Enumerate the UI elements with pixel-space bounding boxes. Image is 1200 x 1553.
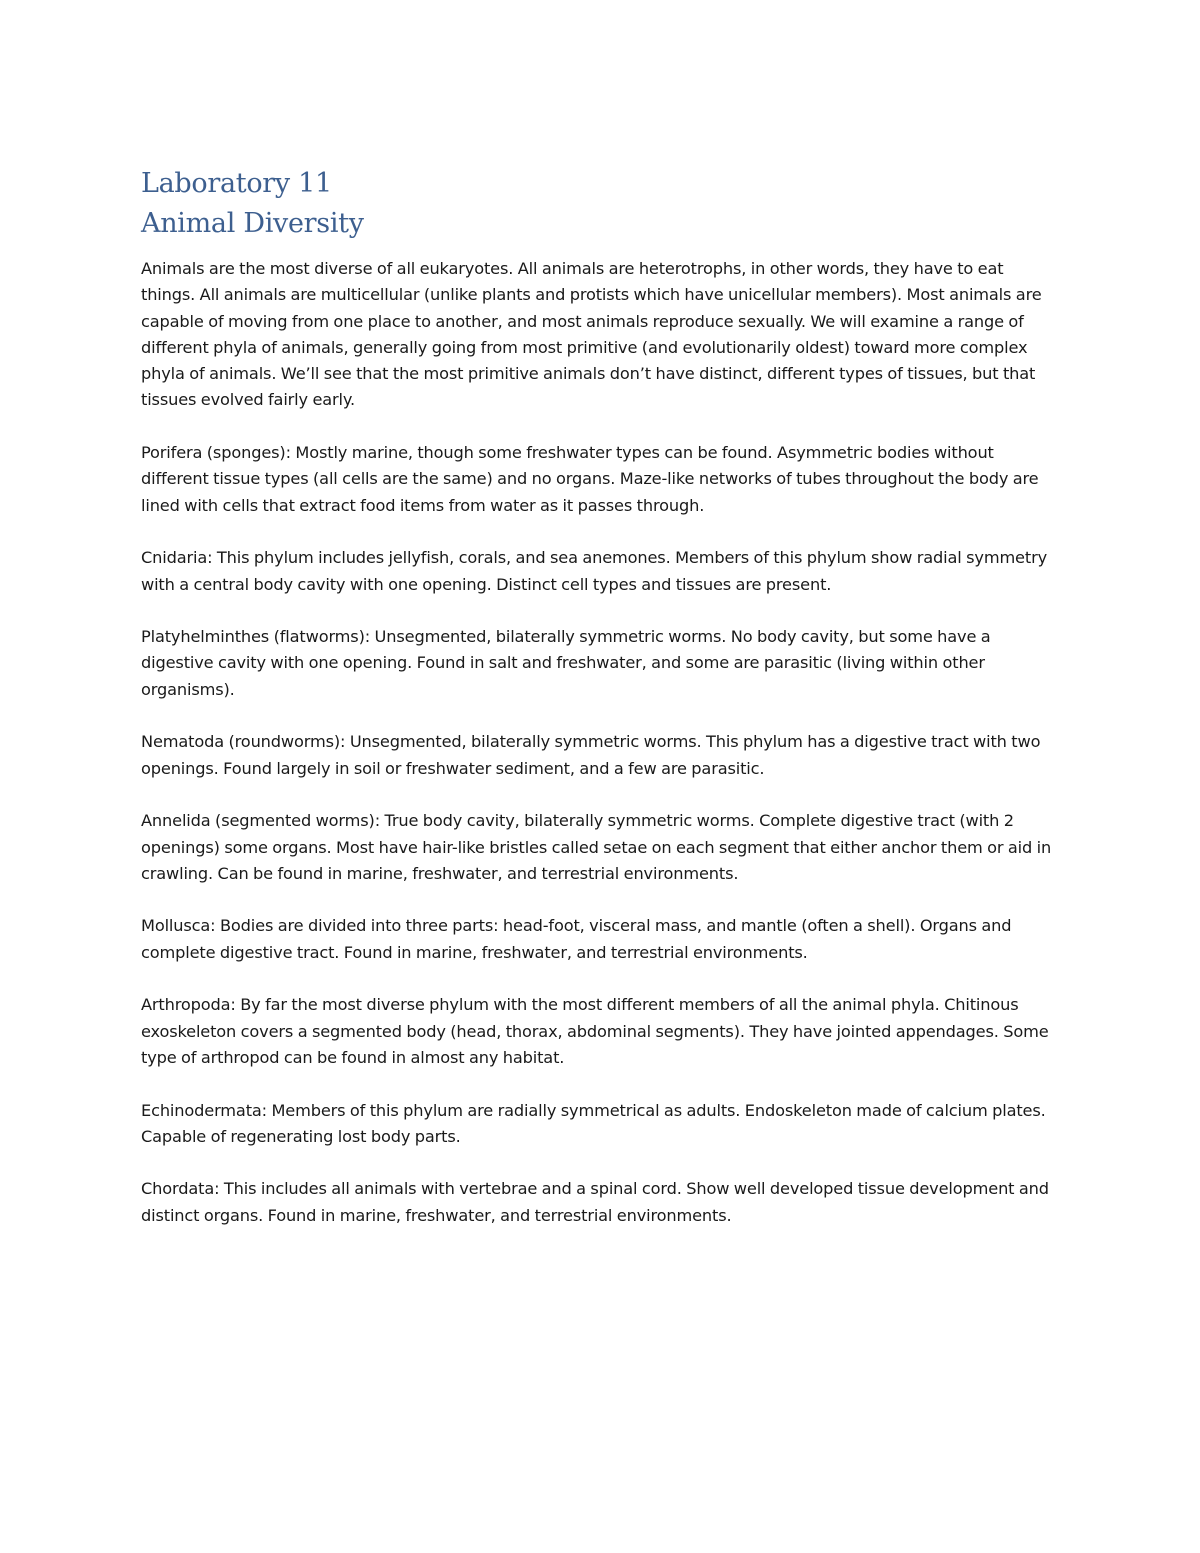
chordata-paragraph: Chordata: This includes all animals with vertebrae and a spinal cord. Show well developed tissue development and distinct organs. Found in marine, freshwater, and terrestrial environments. bbox=[141, 1179, 1049, 1225]
cnidaria-paragraph: Cnidaria: This phylum includes jellyfish, corals, and sea anemones. Members of this phylum show radial symmetry with a central body cavity with one opening. Distinct cell types and tissues are present. bbox=[141, 548, 1047, 594]
annelida-paragraph: Annelida (segmented worms): True body cavity, bilaterally symmetric worms. Complete digestive tract (with 2 openings) some organs. Most have hair-like bristles called setae on each segment that either anchor them or aid in crawling. Can be found in marine, freshwater, and terrestrial environments. bbox=[141, 811, 1052, 883]
echinodermata-paragraph: Echinodermata: Members of this phylum are radially symmetrical as adults. Endoskeleton made of calcium plates. Capable of regenerating lost body parts. bbox=[141, 1100, 1046, 1146]
intro-paragraph: Animals are the most diverse of all eukaryotes. All animals are heterotrophs, in other words, they have to eat things. All animals are multicellular (unlike plants and protists which have unicellular members). Most animals are capable of moving from one place to another, and most animals reproduce sexually. We will examine a range of different phyla of animals, generally going from most primitive (and evolutionarily oldest) toward more complex phyla of animals. We’ll see that the most primitive animals don’t have distinct, different types of tissues, but that tissues evolved fairly early. bbox=[141, 259, 1042, 410]
mollusca-paragraph: Mollusca: Bodies are divided into three parts: head-foot, visceral mass, and mantle (often a shell). Organs and complete digestive tract. Found in marine, freshwater, and terrestrial environments. bbox=[141, 916, 1012, 962]
arthropoda-paragraph: Arthropoda: By far the most diverse phylum with the most different members of all the animal phyla. Chitinous exoskeleton covers a segmented body (head, thorax, abdominal segments). They have jointed appendages. Some type of arthropod can be found in almost any habitat. bbox=[141, 995, 1049, 1067]
title-line-subject: Animal Diversity bbox=[141, 208, 364, 239]
nematoda-paragraph: Nematoda (roundworms): Unsegmented, bilaterally symmetric worms. This phylum has a digestive tract with two openings. Found largely in soil or freshwater sediment, and a few are parasitic. bbox=[141, 732, 1041, 778]
document-content bbox=[141, 164, 1056, 1255]
platyhelminthes-paragraph: Platyhelminthes (flatworms): Unsegmented, bilaterally symmetric worms. No body cavity, but some have a digestive cavity with one opening. Found in salt and freshwater, and some are parasitic (living within other organisms). bbox=[141, 627, 991, 699]
title-line-lab-number: Laboratory 11 bbox=[141, 168, 332, 199]
document-title bbox=[141, 164, 1056, 244]
porifera-paragraph: Porifera (sponges): Mostly marine, though some freshwater types can be found. Asymmetric bodies without different tissue types (all cells are the same) and no organs. Maze-like networks of tubes throughout the body are lined with cells that extract food items from water as it passes through. bbox=[141, 443, 1039, 515]
